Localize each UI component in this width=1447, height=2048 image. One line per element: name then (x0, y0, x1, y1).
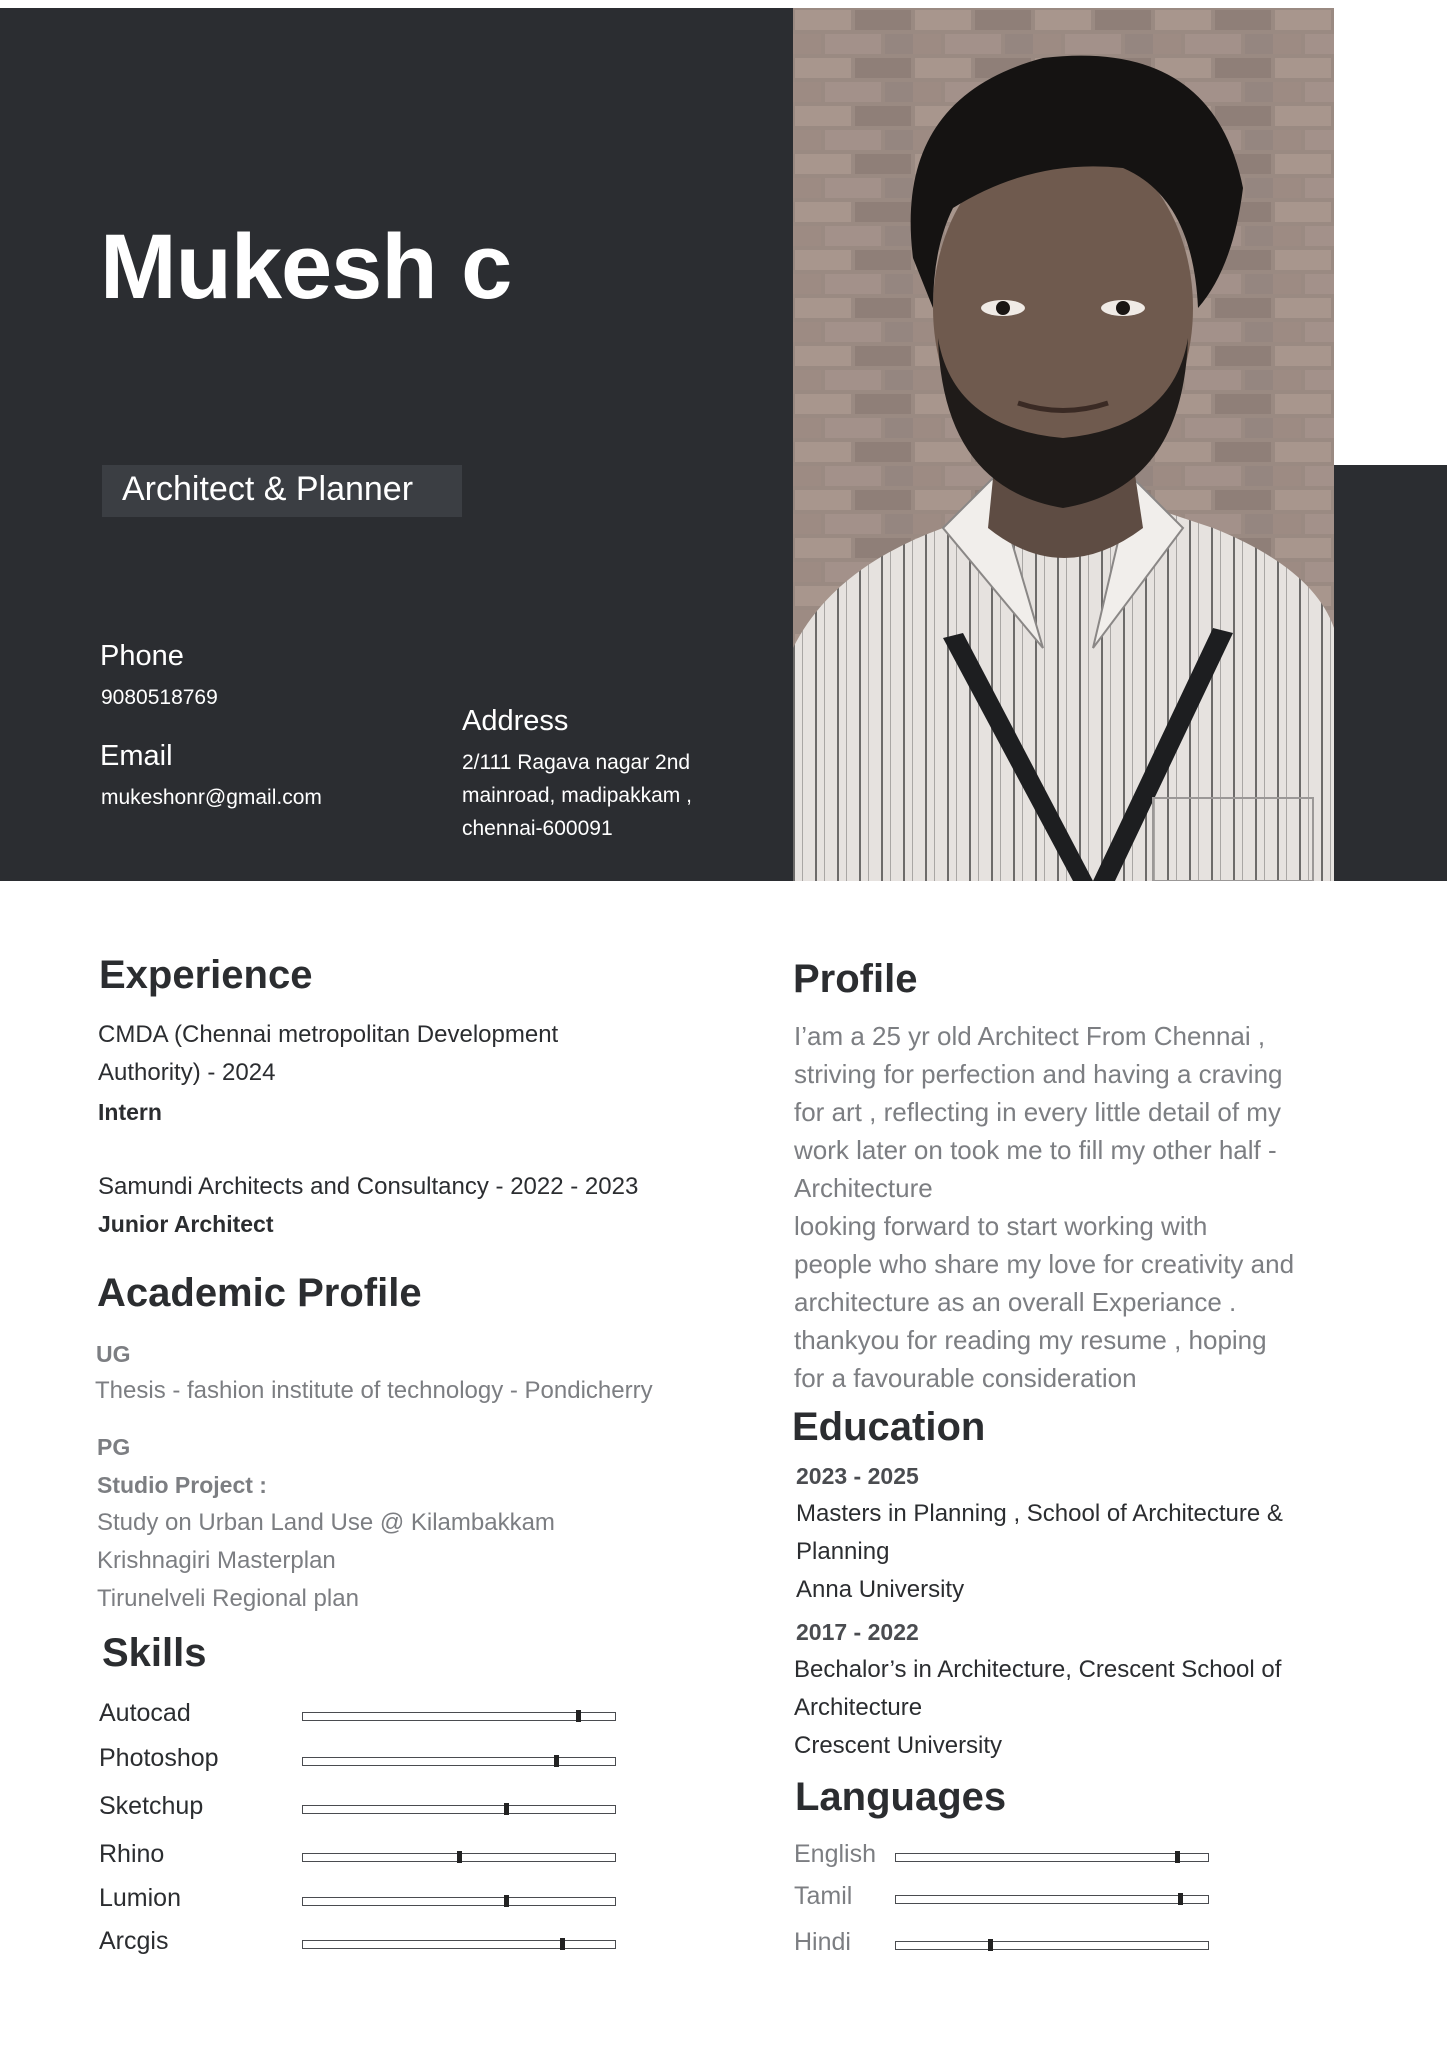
skill-level-marker (560, 1938, 565, 1950)
profile-line: looking forward to start working with (794, 1211, 1208, 1241)
experience-entry: CMDA (Chennai metropolitan Development (98, 1021, 559, 1048)
skill-level-bar (302, 1853, 616, 1862)
phone-value[interactable]: 9080518769 (101, 686, 218, 709)
languages-heading: Languages (795, 1775, 1007, 1819)
skill-level-bar (302, 1897, 616, 1906)
ug-label: UG (96, 1341, 131, 1367)
skill-label: Sketchup (99, 1792, 204, 1820)
language-level-bar (895, 1853, 1209, 1862)
address-line: mainroad, madipakkam , (462, 784, 692, 807)
language-label: English (794, 1840, 876, 1868)
pg-label: PG (97, 1434, 131, 1460)
address-line: 2/111 Ragava nagar 2nd (462, 751, 691, 774)
skill-label: Arcgis (99, 1927, 169, 1955)
profile-line: thankyou for reading my resume , hoping (794, 1325, 1267, 1355)
profile-line: people who share my love for creativity and (794, 1249, 1295, 1279)
skill-level-bar (302, 1940, 616, 1949)
profile-line: I’am a 25 yr old Architect From Chennai , (794, 1021, 1266, 1051)
email-value[interactable]: mukeshonr@gmail.com (101, 786, 322, 809)
skill-level-marker (576, 1710, 581, 1722)
language-level-marker (988, 1939, 993, 1951)
decorative-block (1334, 465, 1447, 881)
address-label: Address (462, 705, 569, 737)
language-level-marker (1178, 1893, 1183, 1905)
job-title: Architect & Planner (122, 470, 414, 508)
education-years: 2023 - 2025 (796, 1463, 919, 1489)
profile-line: architecture as an overall Experiance . (794, 1287, 1237, 1317)
experience-heading: Experience (99, 953, 313, 997)
education-university: Crescent University (794, 1732, 1003, 1759)
profile-line: Architecture (794, 1173, 933, 1203)
skill-level-marker (457, 1851, 462, 1863)
studio-label: Studio Project : (97, 1472, 267, 1498)
skill-level-bar (302, 1757, 616, 1766)
education-university: Anna University (796, 1576, 965, 1603)
skill-label: Autocad (99, 1699, 191, 1727)
education-degree: Bechalor’s in Architecture, Crescent School of (794, 1656, 1282, 1683)
address-line: chennai-600091 (462, 817, 613, 840)
profile-line: for a favourable consideration (794, 1363, 1137, 1393)
skill-label: Photoshop (99, 1744, 219, 1772)
profile-line: striving for perfection and having a craving (794, 1059, 1283, 1089)
experience-role: Junior Architect (98, 1211, 274, 1237)
profile-text (794, 1017, 1294, 1397)
profile-photo (793, 8, 1334, 881)
phone-label: Phone (100, 640, 184, 672)
skill-level-marker (504, 1803, 509, 1815)
studio-project: Krishnagiri Masterplan (97, 1547, 336, 1574)
studio-project: Study on Urban Land Use @ Kilambakkam (97, 1509, 555, 1536)
skill-level-bar (302, 1805, 616, 1814)
language-level-bar (895, 1895, 1209, 1904)
language-label: Tamil (794, 1882, 853, 1910)
education-degree: Planning (796, 1538, 890, 1565)
language-level-bar (895, 1941, 1209, 1950)
education-heading: Education (792, 1405, 986, 1449)
skill-level-bar (302, 1712, 616, 1721)
profile-heading: Profile (793, 957, 918, 1001)
academic-heading: Academic Profile (97, 1271, 422, 1315)
experience-entry: Authority) - 2024 (98, 1059, 276, 1086)
email-label: Email (100, 740, 173, 772)
studio-project: Tirunelveli Regional plan (97, 1585, 359, 1612)
portrait-illustration (793, 8, 1334, 881)
profile-line: for art , reflecting in every little detail of my (794, 1097, 1281, 1127)
language-label: Hindi (794, 1928, 851, 1956)
skill-level-marker (504, 1895, 509, 1907)
experience-role: Intern (98, 1099, 162, 1125)
experience-entry: Samundi Architects and Consultancy - 2022 - 2023 (98, 1173, 639, 1200)
skill-level-marker (554, 1755, 559, 1767)
language-level-marker (1175, 1851, 1180, 1863)
person-name: Mukesh c (100, 216, 512, 318)
skill-label: Lumion (99, 1884, 181, 1912)
skills-heading: Skills (102, 1631, 207, 1675)
skill-label: Rhino (99, 1840, 165, 1868)
education-years: 2017 - 2022 (796, 1619, 919, 1645)
education-degree: Masters in Planning , School of Architecture & (796, 1500, 1283, 1527)
education-degree: Architecture (794, 1694, 923, 1721)
profile-line: work later on took me to fill my other half - (794, 1135, 1277, 1165)
ug-thesis: Thesis - fashion institute of technology - Pondicherry (95, 1377, 653, 1404)
